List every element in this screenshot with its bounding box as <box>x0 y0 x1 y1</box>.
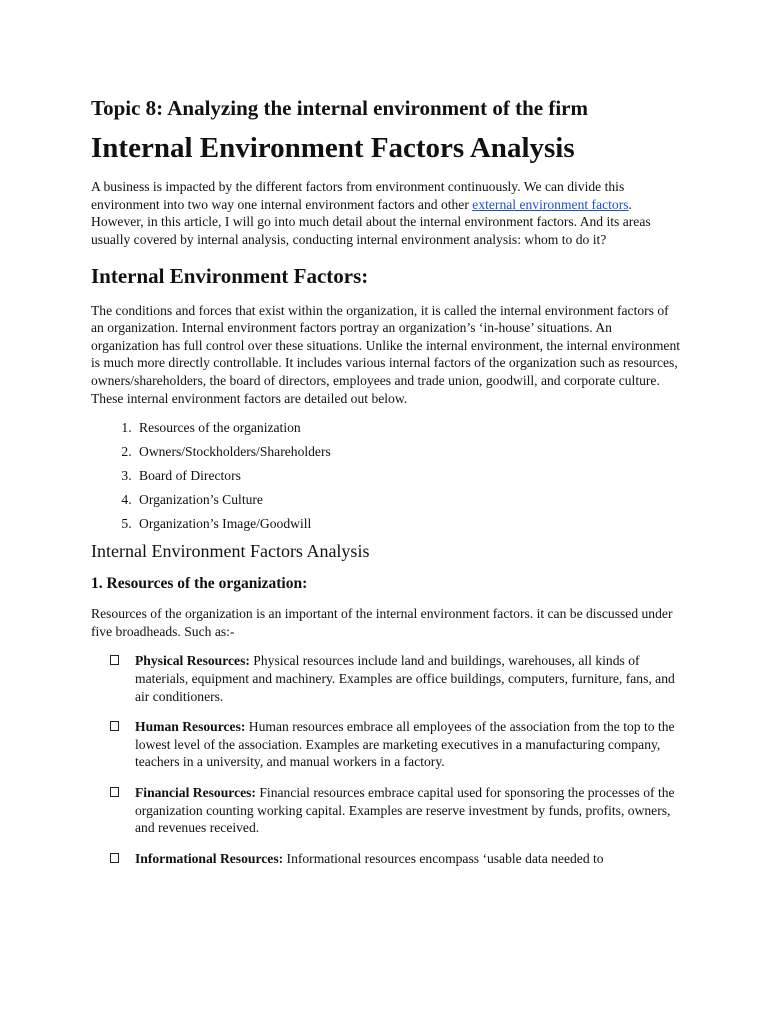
external-environment-factors-link[interactable]: external environment factors <box>472 196 629 212</box>
resource-text: Financial resources embrace capital used for sponsoring the processes of the organization counting working capital. Examples are reserve investment by funds, profits, owners, and revenues received. <box>135 785 675 836</box>
list-item: 5. Organization’s Image/Goodwill <box>135 515 683 533</box>
square-bullet-icon <box>110 721 119 731</box>
list-item <box>91 652 683 705</box>
resource-title: Human Resources: <box>135 719 246 735</box>
analysis-heading: Internal Environment Factors Analysis <box>91 541 370 562</box>
list-item <box>91 718 683 771</box>
square-bullet-icon <box>110 655 119 665</box>
factors-paragraph: The conditions and forces that exist within the organization, it is called the internal environment factors of an organization. Internal environment factors portray an organization’s ‘in-house’ situations. An organization has full control over these situations. Unlike the internal environment, the internal environment is much more directly controllable. It includes various internal factors of the organization such as resources, owners/shareholders, the board of directors, employees and trade union, goodwill, and corporate culture. These internal environment factors are detailed out below. <box>91 302 681 406</box>
resource-text: Human resources embrace all employees of the association from the top to the lowest level of the association. Examples are marketing executives in a manufacturing company, teachers in a university, and manual workers in a factory. <box>135 719 675 770</box>
square-bullet-icon <box>110 787 119 797</box>
square-bullet-icon <box>110 853 119 863</box>
intro-paragraph <box>91 178 683 248</box>
topic-heading: Topic 8: Analyzing the internal environment of the firm <box>91 96 588 120</box>
factors-list <box>91 419 683 533</box>
list-item <box>91 850 683 868</box>
list-item: 4. Organization’s Culture <box>135 491 683 509</box>
resources-list <box>91 652 683 867</box>
resources-subheading: 1. Resources of the organization: <box>91 574 308 592</box>
resource-title: Financial Resources: <box>135 785 256 801</box>
intro-text-end: . However, in this article, I will go into much detail about the internal environment factors. And its areas usually covered by internal analysis, conducting internal environment analysis: whom to do it? <box>91 196 651 247</box>
intro-text-start: A business is impacted by the different factors from environment continuously. We can divide this environment into two way one internal environment factors and other <box>91 178 625 212</box>
list-item <box>91 784 683 837</box>
resource-text: Informational resources encompass ‘usable data needed to <box>283 850 604 866</box>
resources-paragraph: Resources of the organization is an important of the internal environment factors. it can be discussed under five broadheads. Such as:- <box>91 606 673 639</box>
document-page <box>91 96 683 880</box>
resource-title: Physical Resources: <box>135 653 250 669</box>
list-item: 1. Resources of the organization <box>135 419 683 437</box>
resource-title: Informational Resources: <box>135 850 284 866</box>
factors-heading: Internal Environment Factors: <box>91 264 369 289</box>
resource-text: Physical resources include land and buildings, warehouses, all kinds of materials, equipment and machinery. Examples are office buildings, computers, furniture, fans, and air conditioners. <box>135 653 675 704</box>
list-item: 2. Owners/Stockholders/Shareholders <box>135 443 683 461</box>
list-item: 3. Board of Directors <box>135 467 683 485</box>
page-title: Internal Environment Factors Analysis <box>91 132 575 165</box>
